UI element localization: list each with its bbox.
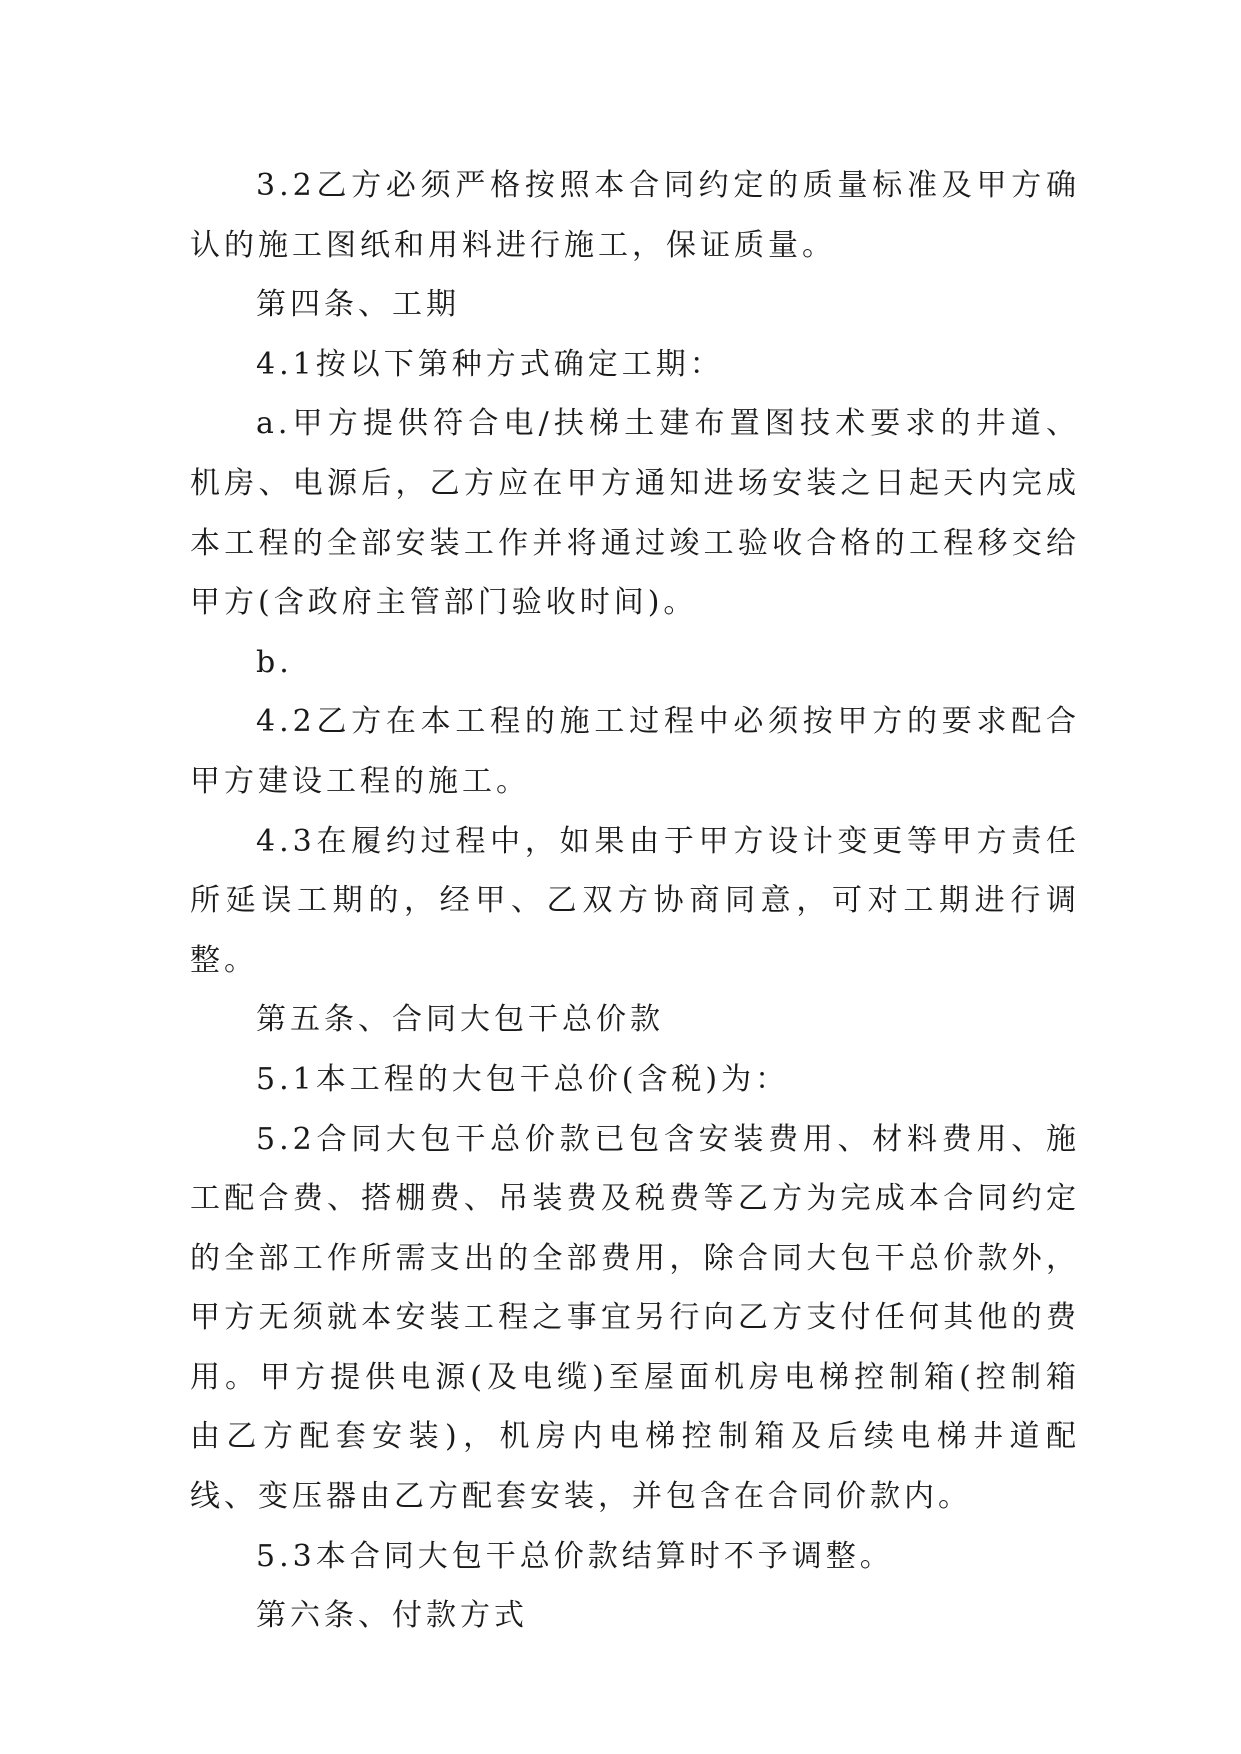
article-4-heading: 第四条、工期	[256, 287, 460, 323]
clause-5-3-paragraph: 5.3本合同大包干总价款结算时不予调整。	[256, 1538, 894, 1574]
document-body	[190, 156, 1080, 1646]
article-5-heading: 第五条、合同大包干总价款	[256, 1002, 664, 1038]
clause-4-1-paragraph: 4.1按以下第种方式确定工期：	[256, 346, 724, 382]
clause-4-1-option-a: a.甲方提供符合电/扶梯土建布置图技术要求的井道、机房、电源后，乙方应在甲方通知进场安装之日起天内完成本工程的全部安装工作并将通过竣工验收合格的工程移交给甲方(含政府主管部门验收时间)。	[190, 406, 1080, 621]
clause-4-1-option-b: b.	[256, 644, 293, 680]
clause-4-3-paragraph: 4.3在履约过程中，如果由于甲方设计变更等甲方责任所延误工期的，经甲、乙双方协商同意，可对工期进行调整。	[190, 823, 1080, 978]
clause-3-2-paragraph: 3.2乙方必须严格按照本合同约定的质量标准及甲方确认的施工图纸和用料进行施工，保证质量。	[190, 168, 1080, 263]
clause-4-2-paragraph: 4.2乙方在本工程的施工过程中必须按甲方的要求配合甲方建设工程的施工。	[190, 704, 1080, 799]
clause-5-2-paragraph: 5.2合同大包干总价款已包含安装费用、材料费用、施工配合费、搭棚费、吊装费及税费等乙方为完成本合同约定的全部工作所需支出的全部费用，除合同大包干总价款外，甲方无须就本安装工程之事宜另行向乙方支付任何其他的费用。甲方提供电源(及电缆)至屋面机房电梯控制箱(控制箱由乙方配套安装)，机房内电梯控制箱及后续电梯井道配线、变压器由乙方配套安装，并包含在合同价款内。	[190, 1121, 1080, 1515]
clause-5-1-paragraph: 5.1本工程的大包干总价(含税)为：	[256, 1061, 790, 1097]
article-6-heading: 第六条、付款方式	[256, 1598, 528, 1634]
